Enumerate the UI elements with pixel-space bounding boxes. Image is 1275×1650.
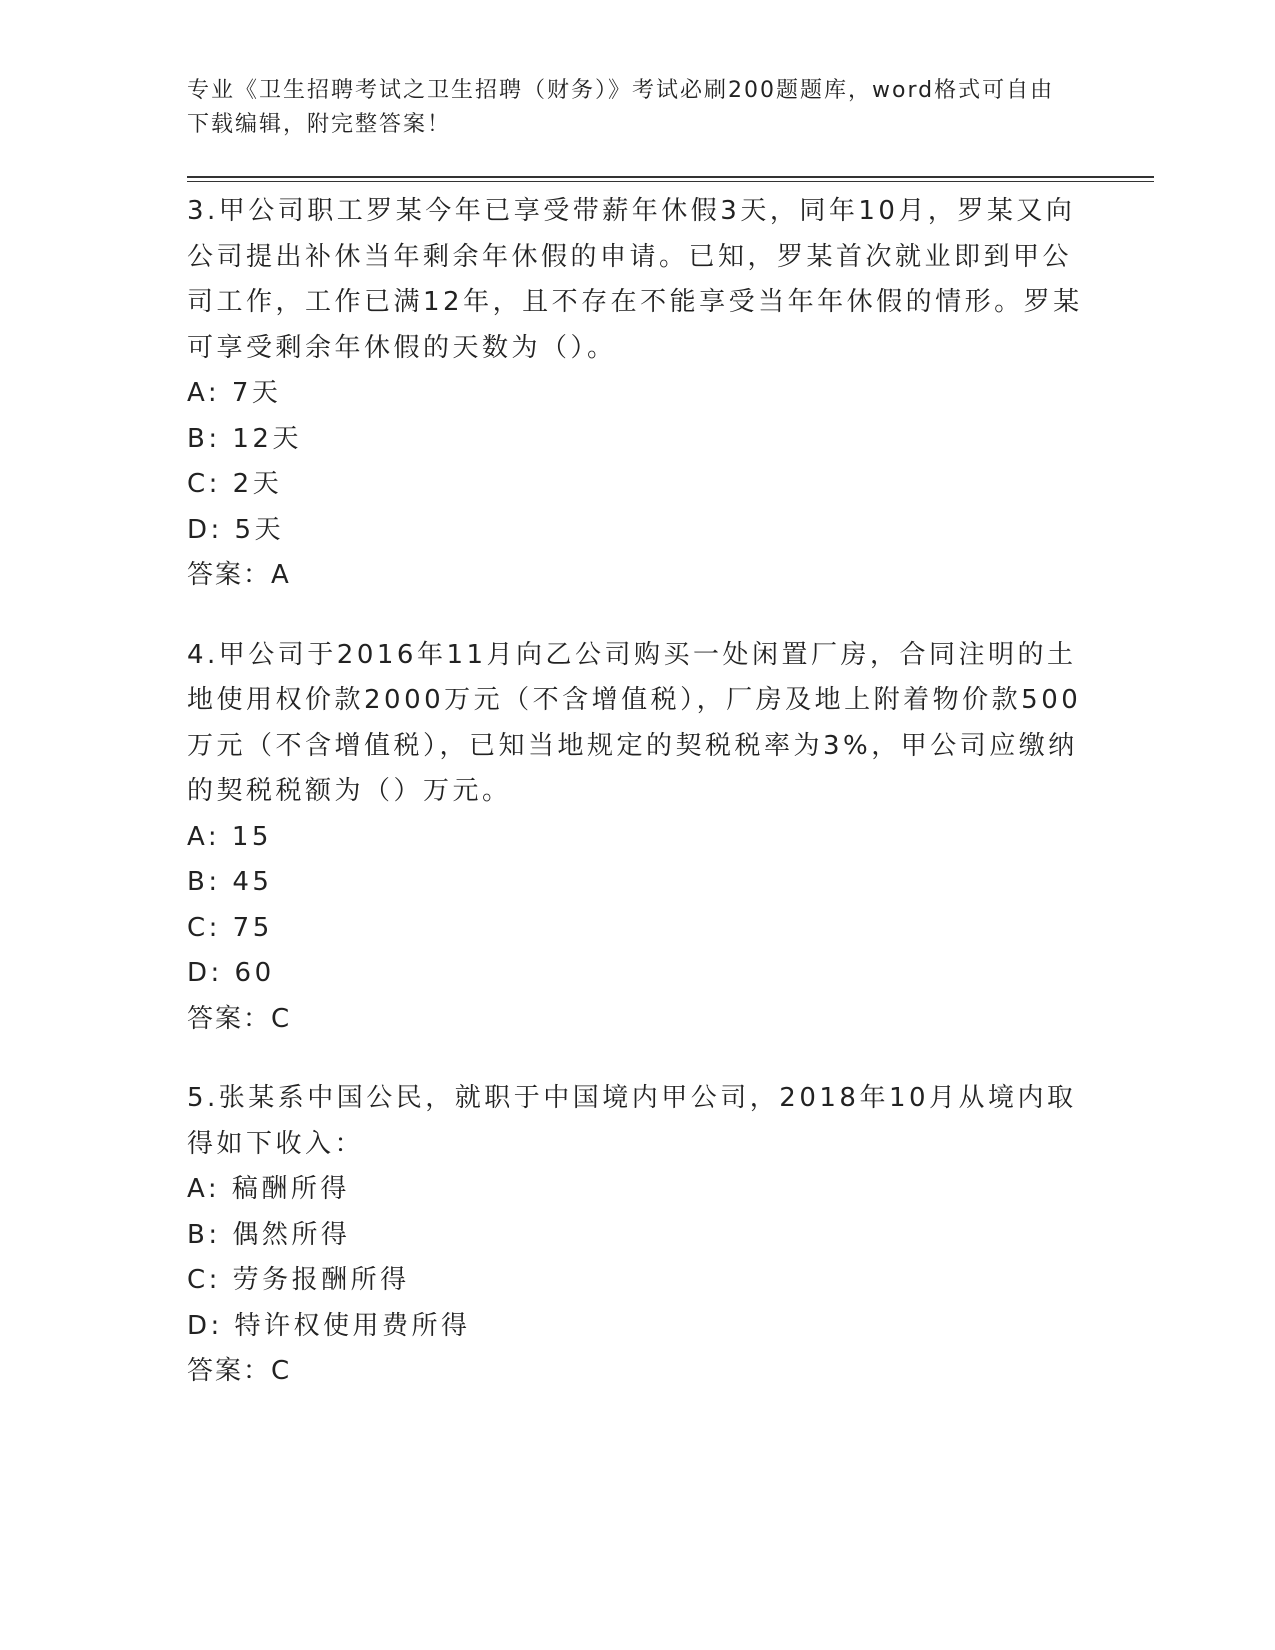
option-d: D: 5天 (187, 514, 285, 545)
option-a: A: 7天 (187, 378, 282, 408)
question-4 (187, 633, 1087, 1043)
option-b: B: 45 (187, 867, 273, 897)
option-a: A: 15 (187, 821, 272, 852)
answer-line: 答案：C (187, 1356, 292, 1386)
question-stem: 3.甲公司职工罗某今年已享受带薪年休假3天，同年10月，罗某又向公司提出补休当年剩余年休假的申请。已知，罗某首次就业即到甲公司工作，工作已满12年，且不存在不能享受当年年休假的情形。罗某可享受剩余年休假的天数为（）。 (187, 196, 1083, 363)
answer-line: 答案：A (187, 560, 291, 590)
header-divider-thin (187, 181, 1154, 182)
question-5 (187, 1076, 1087, 1395)
option-a: A: 稿酬所得 (187, 1174, 350, 1204)
option-c: C: 2天 (187, 469, 283, 499)
option-d: D: 60 (187, 958, 275, 988)
option-b: B: 12天 (187, 423, 302, 454)
header-divider-thick (187, 176, 1154, 178)
option-d: D: 特许权使用费所得 (187, 1310, 471, 1341)
option-c: C: 75 (187, 912, 273, 943)
answer-line: 答案：C (187, 1003, 292, 1034)
question-stem: 4.甲公司于2016年11月向乙公司购买一处闲置厂房，合同注明的土地使用权价款2000万元（不含增值税），厂房及地上附着物价款500万元（不含增值税），已知当地规定的契税税率为3%，甲公司应缴纳的契税税额为（）万元。 (187, 639, 1082, 806)
question-list (187, 189, 1087, 1429)
option-b: B: 偶然所得 (187, 1219, 351, 1250)
header-intro: 专业《卫生招聘考试之卫生招聘（财务）》考试必刷200题题库，word格式可自由下载编辑，附完整答案！ (187, 78, 1055, 137)
question-stem: 5.张某系中国公民，就职于中国境内甲公司，2018年10月从境内取得如下收入： (187, 1083, 1077, 1159)
option-c: C: 劳务报酬所得 (187, 1265, 410, 1295)
question-3 (187, 189, 1087, 599)
